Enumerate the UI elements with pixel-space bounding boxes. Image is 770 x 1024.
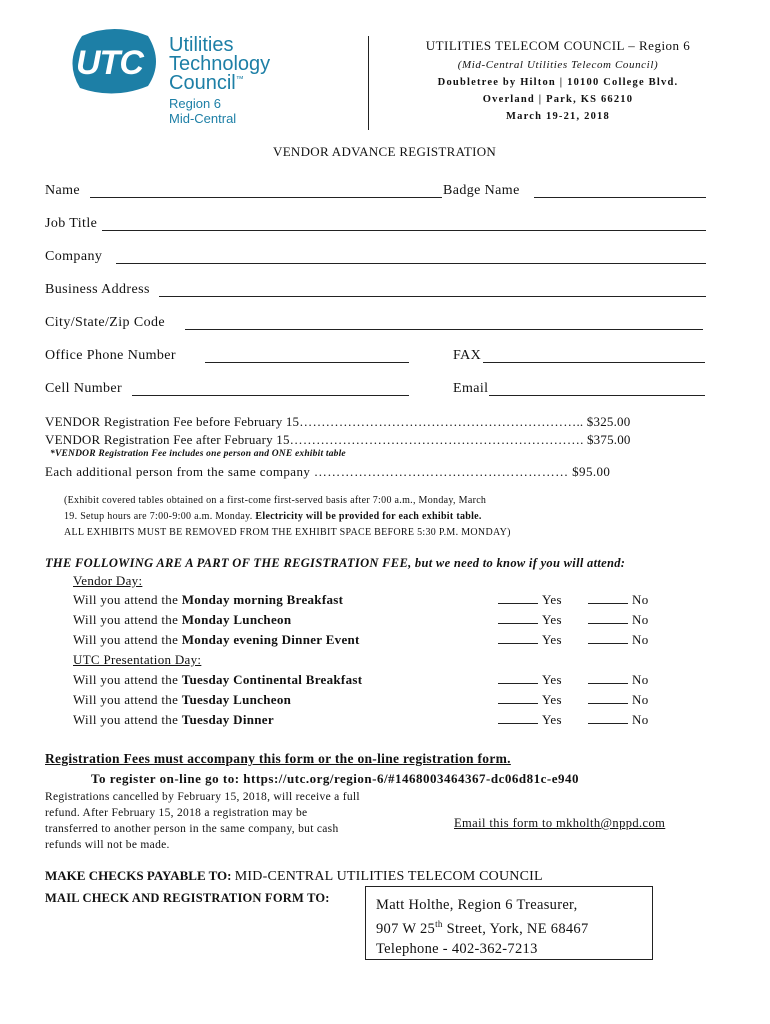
logo-name-line2: Technology [169, 53, 271, 75]
fee-note: *VENDOR Registration Fee includes one person and ONE exhibit table [50, 449, 346, 459]
office-phone-input[interactable] [205, 362, 409, 363]
fee-before: VENDOR Registration Fee before February 15……………………………………………………….. $325.00 [45, 414, 631, 429]
no-option[interactable]: No [588, 592, 649, 608]
cell-number-input[interactable] [132, 395, 409, 396]
yes-option[interactable]: Yes [498, 692, 562, 708]
no-option[interactable]: No [588, 692, 649, 708]
no-option[interactable]: No [588, 632, 649, 648]
mailing-address-box [365, 886, 653, 960]
address-line2: 907 W 25th Street, York, NE 68467 [376, 919, 589, 937]
header-city: Overland | Park, KS 66210 [482, 94, 634, 105]
logo-name-line3: Council™ [169, 72, 244, 94]
job-title-input[interactable] [102, 230, 706, 231]
question-row: Will you attend the Tuesday Dinner [73, 712, 274, 727]
header-block [378, 36, 738, 125]
yes-option[interactable]: Yes [498, 632, 562, 648]
city-state-zip-label: City/State/Zip Code [45, 315, 165, 330]
company-label: Company [45, 249, 103, 264]
cancellation-line: refunds will not be made. [45, 839, 170, 851]
cancellation-line: Registrations cancelled by February 15, 2018, will receive a full [45, 791, 360, 803]
question-row: Will you attend the Tuesday Continental Breakfast [73, 672, 363, 687]
logo-region-line2: Mid-Central [169, 111, 237, 126]
question-row: Will you attend the Monday morning Breakfast [73, 592, 344, 607]
checks-payable [45, 868, 543, 885]
header-org: UTILITIES TELECOM COUNCIL – Region 6 [425, 38, 691, 53]
address-line3: Telephone - 402-362-7213 [376, 941, 538, 957]
fee-after: VENDOR Registration Fee after February 15…………………………………………………………. $375.00 [45, 432, 631, 447]
email-input[interactable] [489, 395, 705, 396]
cell-number-label: Cell Number [45, 381, 123, 396]
exhibit-line3: ALL EXHIBITS MUST BE REMOVED FROM THE EXHIBIT SPACE BEFORE 5:30 P.M. MONDAY) [64, 527, 511, 538]
utc-day-label: UTC Presentation Day: [73, 652, 202, 667]
question-row: Will you attend the Monday evening Dinner Event [73, 632, 360, 647]
name-label: Name [45, 183, 81, 198]
business-address-input[interactable] [159, 296, 706, 297]
vendor-day-label: Vendor Day: [73, 573, 143, 588]
yes-option[interactable]: Yes [498, 672, 562, 688]
exhibit-line1: (Exhibit covered tables obtained on a first-come first-served basis after 7:00 a.m., Monday, March [64, 495, 487, 506]
company-input[interactable] [116, 263, 706, 264]
question-row: Will you attend the Tuesday Luncheon [73, 692, 292, 707]
name-input[interactable] [90, 197, 442, 198]
yes-option[interactable]: Yes [498, 592, 562, 608]
checks-label: MAKE CHECKS PAYABLE TO: [45, 868, 232, 883]
fax-label: FAX [453, 348, 482, 363]
registration-must: Registration Fees must accompany this form or the on-line registration form. [45, 751, 511, 766]
exhibit-electricity: Electricity will be provided for each exhibit table. [255, 511, 482, 522]
badge-name-label: Badge Name [443, 183, 520, 198]
checks-payee: MID-CENTRAL UTILITIES TELECOM COUNCIL [234, 869, 543, 884]
attendance-heading: THE FOLLOWING ARE A PART OF THE REGISTRATION FEE, but we need to know if you will attend: [45, 556, 626, 570]
yes-option[interactable]: Yes [498, 712, 562, 728]
mail-label: MAIL CHECK AND REGISTRATION FORM TO: [45, 891, 330, 905]
email-label: Email [453, 381, 489, 396]
badge-name-input[interactable] [534, 197, 706, 198]
no-option[interactable]: No [588, 612, 649, 628]
business-address-label: Business Address [45, 282, 150, 297]
office-phone-label: Office Phone Number [45, 348, 176, 363]
cancellation-line: refund. After February 15, 2018 a registration may be [45, 807, 308, 819]
header-dates: March 19-21, 2018 [506, 111, 610, 122]
logo-region-line1: Region 6 [169, 96, 222, 111]
job-title-label: Job Title [45, 216, 98, 231]
city-state-zip-input[interactable] [185, 329, 703, 330]
yes-option[interactable]: Yes [498, 612, 562, 628]
no-option[interactable]: No [588, 672, 649, 688]
address-line1: Matt Holthe, Region 6 Treasurer, [376, 897, 578, 913]
header-divider [368, 36, 369, 130]
fax-input[interactable] [483, 362, 705, 363]
logo-name-line1: Utilities [169, 34, 234, 56]
form-title: VENDOR ADVANCE REGISTRATION [273, 144, 497, 159]
header-sub: (Mid-Central Utilities Telecom Council) [457, 59, 659, 71]
exhibit-line2: 19. Setup hours are 7:00-9:00 a.m. Monday. Electricity will be provided for each exhibit table. [64, 511, 482, 522]
header-venue: Doubletree by Hilton | 10100 College Blvd. [437, 77, 679, 88]
fee-additional: Each additional person from the same company ………………………………………………… $95.00 [45, 464, 611, 479]
question-row: Will you attend the Monday Luncheon [73, 612, 292, 627]
registration-online[interactable]: To register on-line go to: https://utc.org/region-6/#1468003464367-dc06d81c-e940 [91, 771, 579, 786]
logo-mark-text: UTC [76, 44, 143, 82]
cancellation-line: transferred to another person in the same company, but cash [45, 823, 339, 835]
no-option[interactable]: No [588, 712, 649, 728]
cancellation-policy [45, 789, 360, 853]
utc-logo [64, 24, 284, 124]
email-form-link[interactable]: Email this form to mkholth@nppd.com [454, 816, 666, 830]
